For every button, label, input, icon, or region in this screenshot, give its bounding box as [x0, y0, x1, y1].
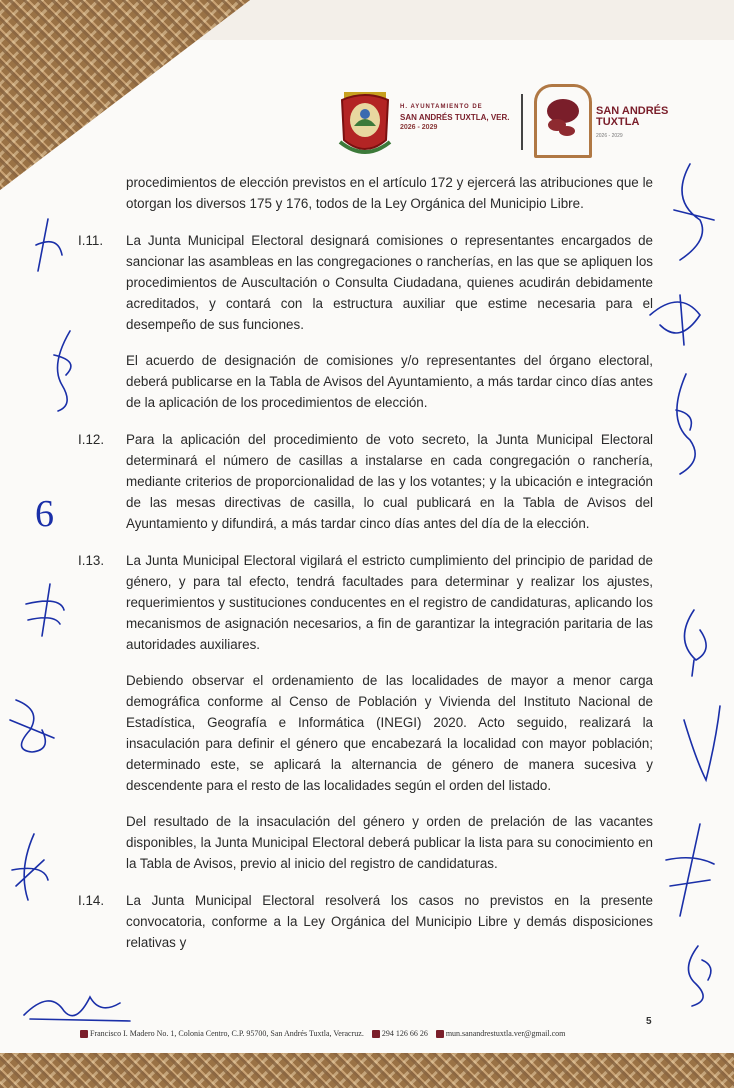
section-i13 — [78, 550, 653, 874]
town-line2: TUXTLA — [596, 116, 640, 128]
right-margin-signature-icon — [670, 600, 720, 680]
right-margin-signature-icon — [640, 285, 720, 355]
right-margin-signature-icon — [676, 700, 726, 800]
woven-border-bottom — [0, 1053, 734, 1088]
section-number: I.12. — [78, 432, 105, 447]
margin-signature-icon — [2, 690, 62, 760]
section-paragraph: La Junta Municipal Electoral resolverá los casos no previstos en la presente convocatoria, conforme a la Ley Orgánica del Municipio Libre y demás disposiciones relativas y — [126, 893, 653, 950]
footer-email: mun.sanandrestuxtla.ver@gmail.com — [436, 1029, 566, 1038]
section-i14 — [78, 890, 653, 953]
footer — [80, 1029, 660, 1038]
section-paragraph: El acuerdo de designación de comisiones y/o representantes del órgano electoral, deberá publicarse en la Tabla de Avisos del Ayuntamiento, a más tardar cinco días antes de la aplicación de los procedimientos de elección. — [126, 353, 653, 410]
municipality-name — [400, 104, 520, 131]
intro-paragraph: procedimientos de elección previstos en el artículo 172 y ejercerá las atribuciones que le otorgan los diversos 175 y 176, todos de la Ley Orgánica del Municipio Libre. — [126, 175, 653, 211]
right-margin-signature-icon — [672, 940, 722, 1010]
location-icon — [80, 1030, 88, 1038]
mail-icon — [436, 1030, 444, 1038]
bottom-signature-icon — [20, 985, 140, 1030]
footer-address: Francisco I. Madero No. 1, Colonia Centro, C.P. 95700, San Andrés Tuxtla, Veracruz. — [80, 1029, 364, 1038]
letterhead — [338, 80, 678, 165]
right-margin-signature-icon — [660, 370, 710, 480]
margin-note: 6 — [35, 493, 54, 535]
org-line1: H. AYUNTAMIENTO DE — [400, 104, 483, 110]
margin-signature-icon — [40, 325, 90, 415]
section-number: I.13. — [78, 553, 105, 568]
coat-of-arms-icon — [338, 82, 392, 160]
section-number: I.11. — [78, 233, 104, 248]
margin-initials-icon — [28, 215, 68, 275]
margin-signature-icon — [20, 580, 70, 640]
section-paragraph: Debiendo observar el ordenamiento de las localidades de mayor a menor carga demográfica conforme al Censo de Población y Vivienda del Instituto Nacional de Estadística, Geografía e Informática (INEGI) 2020. Acto seguido, realizará la insaculación para definir el género que encabezará la localidad con mayor población; determinado este, se aplicará la alternancia de género de manera sucesiva y descendente para el resto de las localidades según el orden del listado. — [126, 673, 653, 793]
page-number: 5 — [646, 1016, 652, 1027]
margin-signature-icon — [4, 830, 54, 910]
woven-border-top — [0, 0, 250, 190]
section-paragraph: Del resultado de la insaculación del género y orden de prelación de las vacantes disponibles, la Junta Municipal Electoral deberá publicar la lista para su conocimiento en la Tabla de Avisos, previo al inicio del registro de candidaturas. — [126, 814, 653, 871]
org-line3: 2026 - 2029 — [400, 124, 438, 131]
section-number: I.14. — [78, 893, 105, 908]
right-margin-signature-icon — [660, 160, 720, 270]
section-i11 — [78, 230, 653, 413]
footer-phone: 294 126 66 26 — [372, 1029, 428, 1038]
header-divider — [521, 94, 523, 150]
org-line2: SAN ANDRÉS TUXTLA, VER. — [400, 113, 510, 122]
right-margin-signature-icon — [660, 820, 720, 920]
town-line1: SAN ANDRÉS — [596, 105, 669, 117]
town-years: 2026 - 2029 — [596, 133, 623, 139]
section-paragraph: La Junta Municipal Electoral vigilará el estricto cumplimiento del principio de paridad de género, y para tal efecto, tendrá facultades para determinar y realizar los ajustes, requerimientos y sustituciones conducentes en el registro de candidaturas, aplicando los mecanismos de asignación necesarios, a fin de garantizar la integración paritaria de las autoridades auxiliares. — [126, 553, 653, 652]
town-logo-icon — [534, 84, 592, 158]
section-paragraph: Para la aplicación del procedimiento de voto secreto, la Junta Municipal Electoral determinará el número de casillas a instalarse en cada congregación o ranchería, mediante criterios de proporcionalidad de las y los votantes; y la ubicación e integración de las mesas directivas de casilla, lo cual publicará en la Tabla de Avisos del Ayuntamiento y difundirá, a más tardar cinco días antes del día de la elección. — [126, 432, 653, 531]
document-body — [78, 172, 653, 953]
section-paragraph: La Junta Municipal Electoral designará comisiones o representantes encargados de sancionar las asambleas en las congregaciones o rancherías, en las que se apliquen los procedimientos de Auscultación o Consulta Ciudadana, quienes acudirán debidamente acreditados, y contará con la estructura auxiliar que estime necesaria para el desempeño de sus funciones. — [126, 233, 653, 332]
town-name — [596, 106, 678, 142]
section-i12 — [78, 429, 653, 534]
whatsapp-icon — [372, 1030, 380, 1038]
